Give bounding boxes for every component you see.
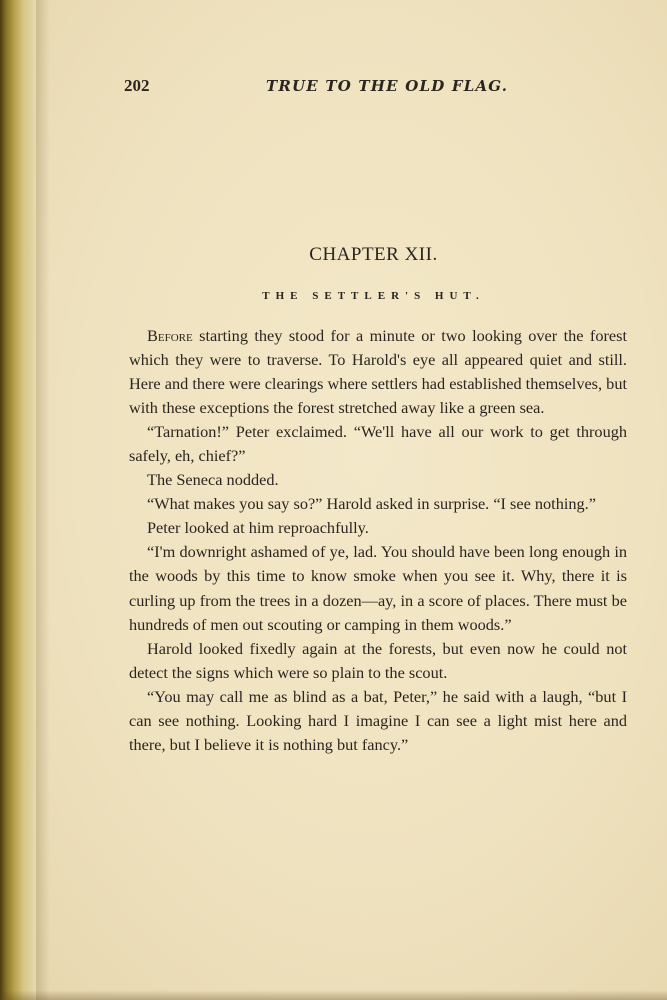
- paragraph: [129, 685, 627, 757]
- page-number: 202: [124, 76, 150, 95]
- chapter-subtitle: THE SETTLER'S HUT.: [262, 290, 485, 302]
- running-head: [124, 76, 632, 100]
- paragraph: [129, 324, 627, 420]
- paragraph: [129, 468, 627, 492]
- paragraph: [129, 420, 627, 468]
- body-text: [129, 324, 627, 757]
- paragraph-text: starting they stood for a minute or two looking over the forest which they were to traverse. To Harold's eye all appeared quiet and still. Here and there were clearings where settlers had established themselves, but with these exceptions the forest stretched away like a green sea.: [129, 326, 627, 418]
- paragraph-text: “You may call me as blind as a bat, Peter,” he said with a laugh, “but I can see nothing. Looking hard I imagine I can see a light mist here and there, but I believe it is nothing but fancy.”: [129, 686, 627, 754]
- gutter-shadow: [36, 0, 50, 1000]
- paragraph: [129, 540, 627, 636]
- paragraph-text: Peter looked at him reproachfully.: [147, 518, 369, 538]
- paragraph-text: “I'm downright ashamed of ye, lad. You should have been long enough in the woods by this time to know smoke when you see it. Why, there it is curling up from the trees in a dozen—ay, in a score of places. There must be hundreds of men out scouting or camping in them woods.”: [129, 542, 627, 634]
- paragraph-lead-word: Before: [147, 326, 193, 345]
- running-title: TRUE TO THE OLD FLAG.: [266, 77, 509, 95]
- paragraph-text: “What makes you say so?” Harold asked in surprise. “I see nothing.”: [147, 494, 596, 514]
- chapter-heading: CHAPTER XII.: [309, 244, 438, 265]
- book-spine: [0, 0, 36, 1000]
- paragraph-text: “Tarnation!” Peter exclaimed. “We'll have all our work to get through safely, eh, chief?”: [129, 422, 627, 466]
- paragraph-text: Harold looked fixedly again at the forests, but even now he could not detect the signs which were so plain to the scout.: [129, 638, 627, 682]
- paragraph: [129, 516, 627, 540]
- bottom-edge-shadow: [0, 990, 667, 1000]
- paragraph: [129, 492, 627, 516]
- paragraph: [129, 637, 627, 685]
- paragraph-text: The Seneca nodded.: [147, 470, 279, 490]
